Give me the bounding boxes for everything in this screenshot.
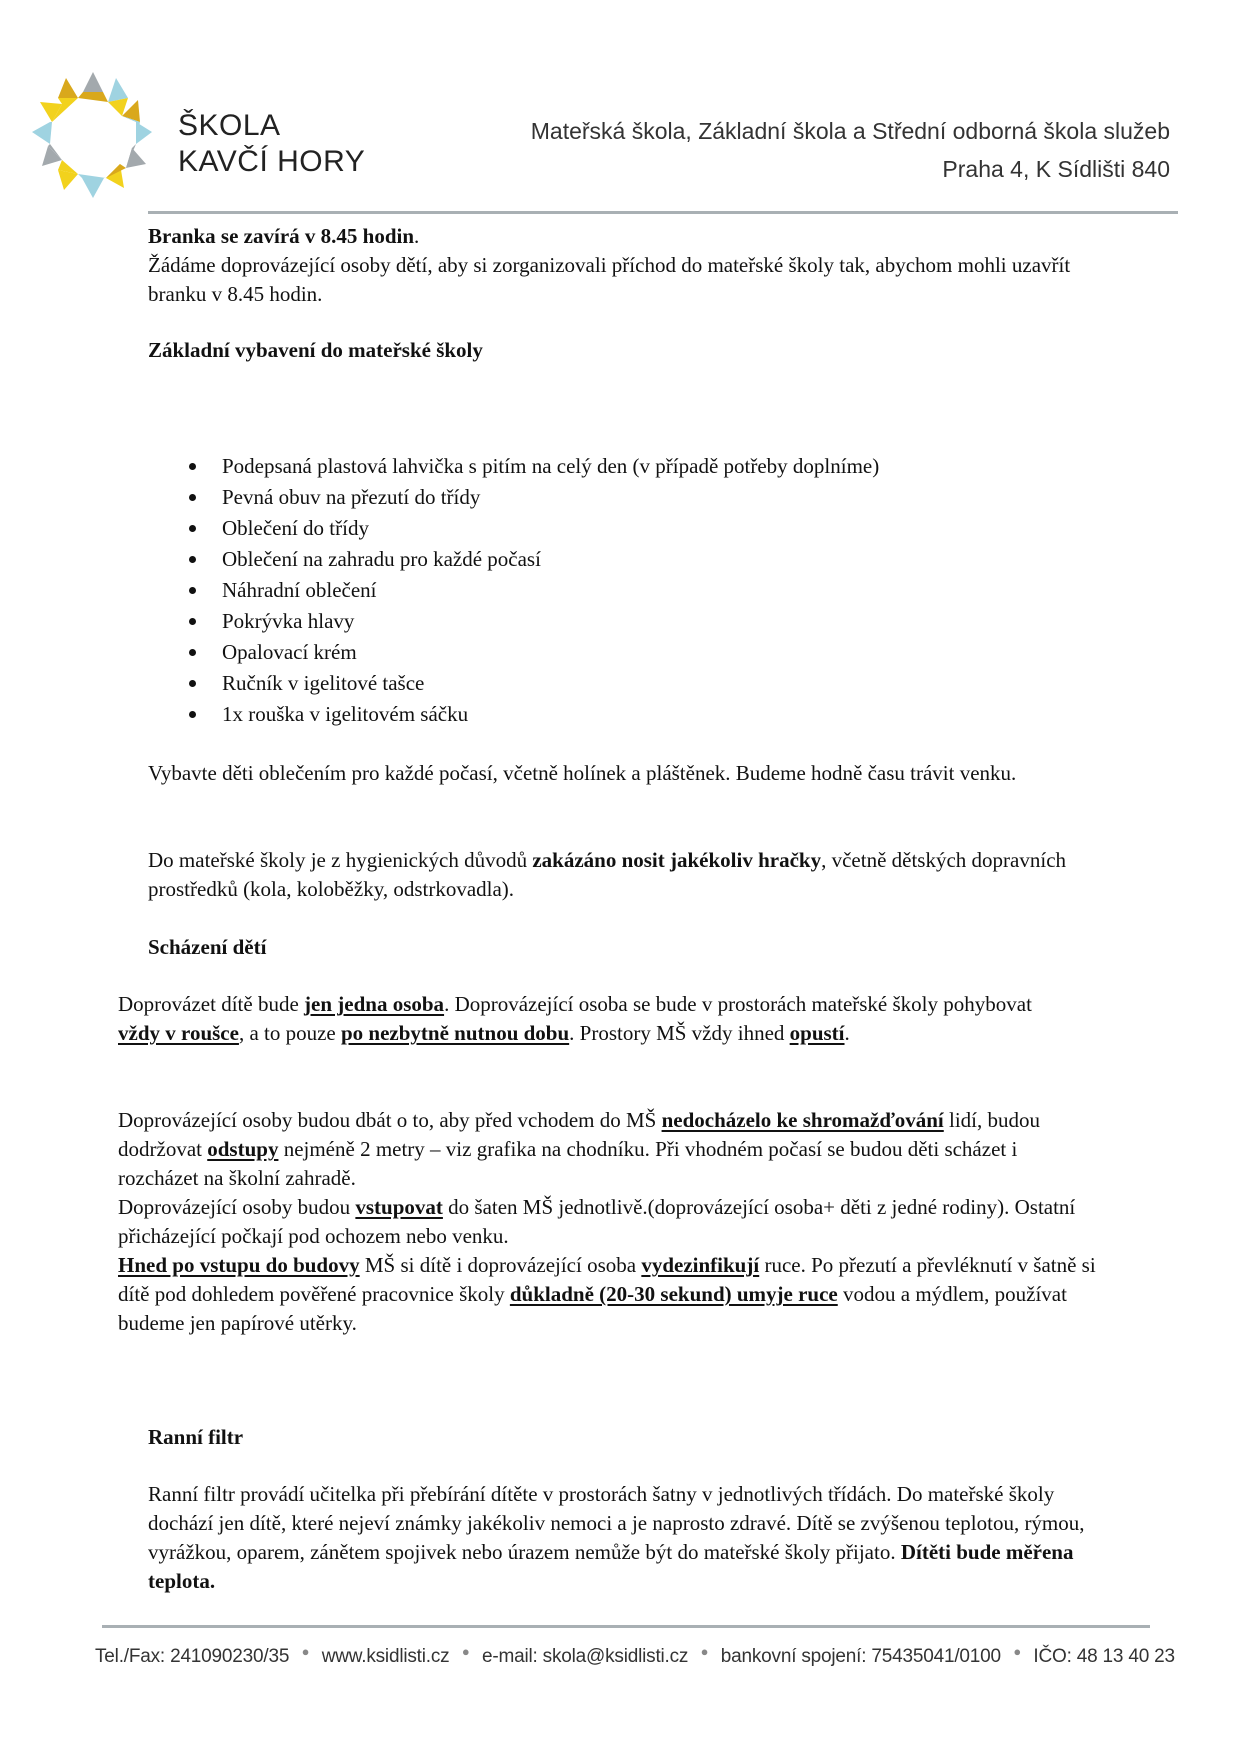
text-span: lidí, budou dodržovat: [118, 1108, 1041, 1161]
emphasis: vydezinfikují: [641, 1253, 760, 1277]
school-address: Praha 4, K Sídlišti 840: [942, 156, 1170, 182]
bullet-icon: ●: [461, 1644, 470, 1659]
text-span: nejméně 2 metry – viz grafika na chodníku. Při vhodném počasí se budou děti scházet i rozcházet na školní zahradě.: [118, 1137, 1018, 1190]
gate-text: Žádáme doprovázející osoby dětí, aby si zorganizovali příchod do mateřské školy tak, abychom mohli uzavřít branku v 8.45 hodin.: [148, 253, 1071, 306]
text-span: do šaten MŠ jednotlivě.(doprovázející osoba+ děti z jedné rodiny). Ostatní přicházející počkají pod ochozem nebo venku.: [118, 1195, 1076, 1248]
emphasis: jen jedna osoba: [304, 992, 445, 1016]
text-span: Doprovázet dítě bude: [118, 992, 305, 1016]
list-item: Opalovací krém: [222, 637, 879, 668]
list-item: 1x rouška v igelitovém sáčku: [222, 699, 879, 730]
list-item: Pokrývka hlavy: [222, 606, 879, 637]
emphasis: Hned po vstupu do budovy: [118, 1253, 360, 1277]
emphasis: opustí: [789, 1021, 845, 1045]
emphasis: odstupy: [207, 1137, 279, 1161]
logo-text: [178, 108, 365, 180]
emphasis: nedocházelo ke shromažďování: [661, 1108, 944, 1132]
text-span: . Doprovázející osoba se bude v prostorách mateřské školy pohybovat: [444, 992, 1032, 1016]
text-span: ruce. Po přezutí a převléknutí v šatně si dítě pod dohledem pověřené pracovnice školy: [118, 1253, 1096, 1306]
bullet-icon: ●: [301, 1644, 310, 1659]
school-name: Mateřská škola, Základní škola a Střední odborná škola služeb: [530, 118, 1170, 144]
footer-ico: IČO: 48 13 40 23: [1033, 1646, 1175, 1667]
bullet-icon: ●: [700, 1644, 709, 1659]
text-span: . Prostory MŠ vždy ihned: [569, 1021, 790, 1045]
toys-bold: zakázáno nosit jakékoliv hračky: [532, 848, 822, 872]
school-logo: [28, 70, 158, 200]
list-item: Podepsaná plastová lahvička s pitím na celý den (v případě potřeby doplníme): [222, 451, 879, 482]
text-span: vodou a mýdlem, používat budeme jen papírové utěrky.: [118, 1282, 1067, 1335]
emphasis: vždy v roušce: [118, 1021, 239, 1045]
emphasis: po nezbytně nutnou dobu: [340, 1021, 570, 1045]
toys-text-1: Do mateřské školy je z hygienických důvodů: [148, 848, 533, 872]
gathering-paragraph-2: [118, 1106, 1098, 1338]
equipment-heading: Základní vybavení do mateřské školy: [148, 338, 483, 362]
gate-title: Branka se zavírá v 8.45 hodin: [148, 224, 415, 248]
footer-bank: bankovní spojení: 75435041/0100: [720, 1646, 1001, 1667]
gate-section: [148, 222, 1088, 309]
gate-title-end: .: [414, 224, 420, 248]
toys-note: [148, 846, 1088, 904]
footer-email: e-mail: skola@ksidlisti.cz: [481, 1646, 689, 1667]
text-span: Doprovázející osoby budou: [118, 1195, 356, 1219]
text-span: Ranní filtr provádí učitelka při přebírání dítěte v prostorách šatny v jednotlivých třídách. Do mateřské školy dochází jen dítě, které nejeví známky jakékoliv nemoci a je naprosto zdravé. Dítě se zvýšenou teplotou, rýmou, vyrážkou, oparem, zánětem spojivek nebo úrazem nemůže být do mateřské školy přijato.: [148, 1482, 1085, 1564]
footer-tel: Tel./Fax: 241090230/35: [95, 1646, 290, 1667]
gathering-paragraph-1: [118, 990, 1078, 1048]
list-item: Oblečení do třídy: [222, 513, 879, 544]
text-span: Doprovázející osoby budou dbát o to, aby před vchodem do MŠ: [118, 1108, 662, 1132]
header-info: [531, 112, 1170, 188]
logo-line-1: ŠKOLA: [178, 109, 281, 142]
bullet-icon: ●: [1013, 1644, 1021, 1659]
list-item: Oblečení na zahradu pro každé počasí: [222, 544, 879, 575]
footer: [95, 1646, 1175, 1668]
toys-text-2: , včetně dětských dopravních prostředků (kola, koloběžky, odstrkovadla).: [148, 848, 1067, 901]
clothing-note: Vybavte děti oblečením pro každé počasí, včetně holínek a pláštěnek. Budeme hodně času trávit venku.: [148, 761, 1017, 785]
text-span: MŠ si dítě i doprovázející osoba: [359, 1253, 642, 1277]
equipment-list: [148, 451, 879, 730]
emphasis: důkladně (20-30 sekund) umyje ruce: [509, 1282, 838, 1306]
footer-divider: [102, 1625, 1150, 1628]
list-item: Náhradní oblečení: [222, 575, 879, 606]
footer-web: www.ksidlisti.cz: [321, 1646, 450, 1667]
text-span: .: [844, 1021, 850, 1045]
emphasis: vstupovat: [355, 1195, 443, 1219]
header-divider: [148, 211, 1178, 214]
text-span: , a to pouze: [238, 1021, 341, 1045]
logo-line-2: KAVČÍ HORY: [178, 145, 366, 178]
gathering-heading: Scházení dětí: [148, 935, 267, 959]
filter-text: [148, 1480, 1098, 1596]
filter-bold: Dítěti bude měřena teplota.: [148, 1540, 1074, 1593]
list-item: Ručník v igelitové tašce: [222, 668, 879, 699]
list-item: Pevná obuv na přezutí do třídy: [222, 482, 879, 513]
filter-heading: Ranní filtr: [148, 1425, 244, 1449]
